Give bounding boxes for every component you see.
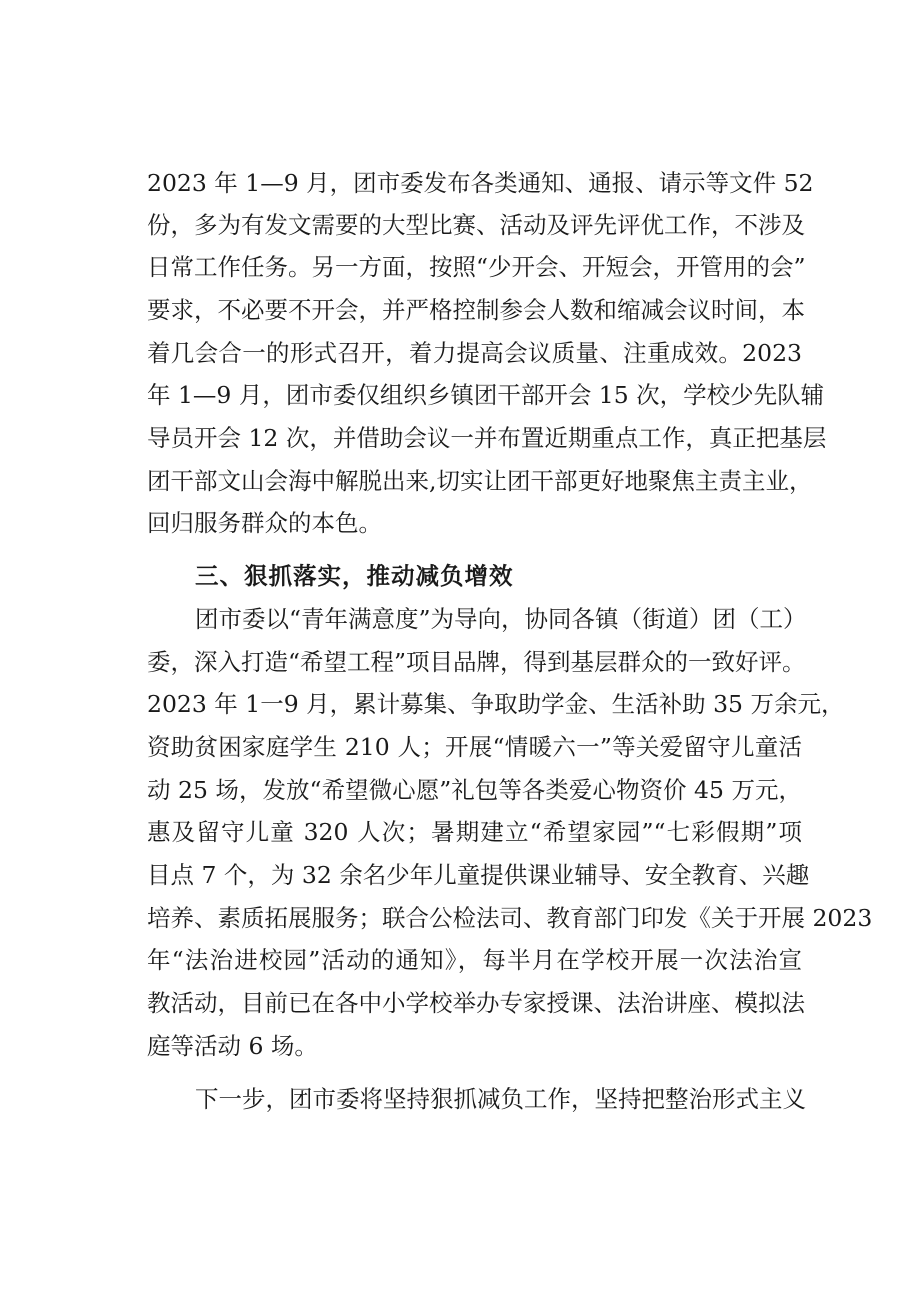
paragraph-line: 培养、素质拓展服务；联合公检法司、教育部门印发《关于开展 2023 [147, 904, 873, 932]
paragraph-line: 团市委以“青年满意度”为导向，协同各镇（街道）团（工） [195, 605, 807, 633]
paragraph-line: 目点 7 个，为 32 余名少年儿童提供课业辅导、安全教育、兴趣 [147, 861, 810, 889]
paragraph-line: 2023 年 1—9 月，团市委发布各类通知、通报、请示等文件 52 [147, 169, 814, 197]
paragraph-line: 年“法治进校园”活动的通知》，每半月在学校开展一次法治宣 [147, 946, 802, 974]
paragraph-line: 2023 年 1一9 月，累计募集、争取助学金、生活补助 35 万余元， [147, 690, 845, 718]
paragraph-line: 导员开会 12 次，并借助会议一并布置近期重点工作，真正把基层 [147, 424, 827, 452]
section-heading: 三、狠抓落实，推动减负增效 [195, 562, 514, 590]
paragraph-line: 资助贫困家庭学生 210 人；开展“情暖六一”等关爱留守儿童活 [147, 733, 802, 761]
paragraph-line: 日常工作任务。另一方面，按照“少开会、开短会，开管用的会” [147, 253, 806, 281]
paragraph-line: 动 25 场，发放“希望微心愿”礼包等各类爱心物资价 45 万元， [147, 776, 802, 804]
paragraph-line: 着几会合一的形式召开，着力提高会议质量、注重成效。2023 [147, 339, 802, 367]
paragraph-line: 委，深入打造“希望工程”项目品牌，得到基层群众的一致好评。 [147, 648, 806, 676]
paragraph-line: 要求，不必要不开会，并严格控制参会人数和缩减会议时间，本 [147, 296, 805, 324]
paragraph-line: 惠及留守儿童 320 人次；暑期建立“希望家园”“七彩假期”项 [147, 818, 802, 846]
paragraph-line: 年 1—9 月，团市委仅组织乡镇团干部开会 15 次，学校少先队辅 [147, 381, 825, 409]
paragraph-line: 团干部文山会海中解脱出来,切实让团干部更好地聚焦主责主业， [147, 467, 813, 495]
paragraph-line: 教活动，目前已在各中小学校举办专家授课、法治讲座、模拟法 [147, 989, 805, 1017]
paragraph-line: 下一步，团市委将坚持狠抓减负工作，坚持把整治形式主义 [195, 1085, 806, 1113]
paragraph-line: 回归服务群众的本色。 [147, 509, 382, 537]
paragraph-line: 份，多为有发文需要的大型比赛、活动及评先评优工作，不涉及 [147, 211, 805, 239]
paragraph-line: 庭等活动 6 场。 [147, 1032, 318, 1060]
